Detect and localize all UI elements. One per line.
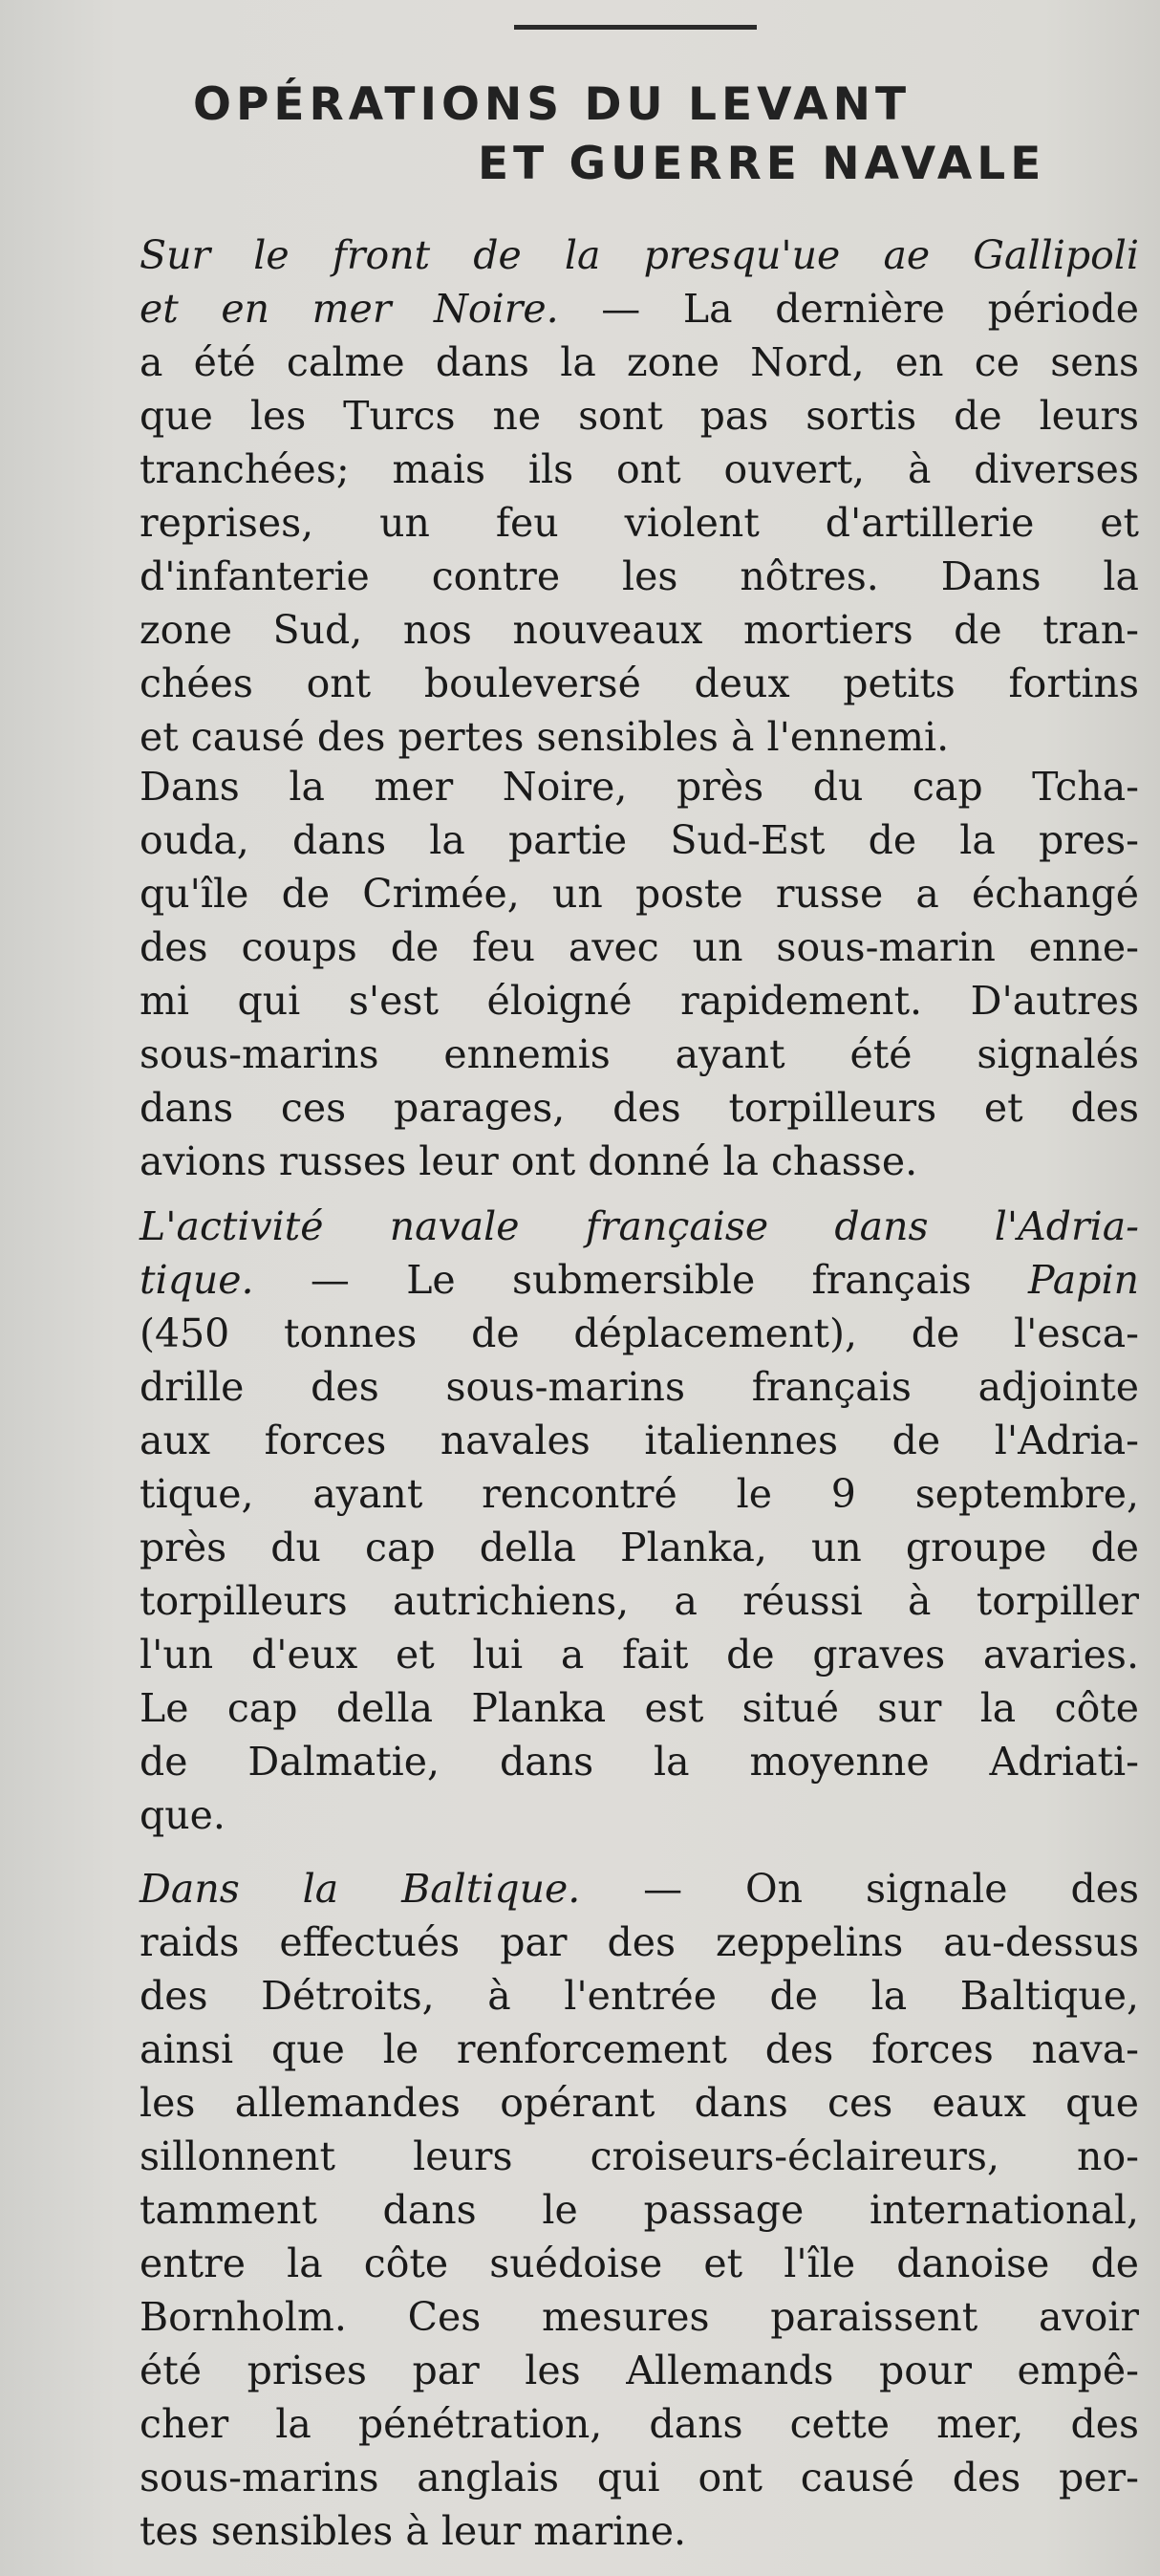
line-text: Le cap della Planka est situé sur la côte [140, 1685, 1139, 1731]
top-rule [514, 25, 757, 30]
text-line [140, 710, 1139, 764]
line-text: cher la pénétration, dans cette mer, des [140, 2401, 1139, 2447]
line-text: — On signale des [580, 1866, 1139, 1912]
text-line [140, 2397, 1139, 2451]
line-text: a été calme dans la zone Nord, en ce sens [140, 339, 1139, 385]
text-line [140, 974, 1139, 1028]
line-text: drille des sous-marins français adjointe [140, 1364, 1139, 1410]
line-text: que. [140, 1792, 226, 1838]
text-line [140, 920, 1139, 974]
text-line [140, 760, 1139, 813]
italic-name: Papin [1028, 1257, 1139, 1303]
line-text: zone Sud, nos nouveaux mortiers de tran- [140, 607, 1139, 653]
text-line [140, 2023, 1139, 2076]
text-line [140, 2183, 1139, 2237]
line-text: Dans la mer Noire, près du cap Tcha- [140, 764, 1139, 810]
heading-line-2: ET GUERRE NAVALE [478, 138, 1046, 190]
line-text: entre la côte suédoise et l'île danoise de [140, 2240, 1139, 2286]
text-line [140, 1916, 1139, 1969]
italic-lead: Dans la Baltique. [140, 1866, 581, 1912]
text-line [140, 867, 1139, 920]
line-text: mi qui s'est éloigné rapidement. D'autres [140, 978, 1139, 1024]
line-text: (450 tonnes de déplacement), de l'esca- [140, 1310, 1139, 1356]
line-text: sous-marins anglais qui ont causé des per- [140, 2455, 1139, 2500]
line-text: dans ces parages, des torpilleurs et des [140, 1085, 1139, 1131]
text-line [140, 1628, 1139, 1681]
line-text: — Le submersible français [253, 1257, 1029, 1303]
text-line [140, 228, 1139, 282]
heading-line-1: OPÉRATIONS DU LEVANT [193, 78, 912, 131]
text-line [140, 1028, 1139, 1081]
text-line [140, 1307, 1139, 1360]
text-line [140, 1135, 1139, 1188]
line-text: des Détroits, à l'entrée de la Baltique, [140, 1973, 1139, 2019]
italic-lead: Sur le front de la presqu'ue ae Gallipoli [140, 232, 1139, 278]
line-text: reprises, un feu violent d'artillerie et [140, 500, 1139, 546]
text-line [140, 1200, 1139, 1253]
text-line [140, 1969, 1139, 2023]
text-line [140, 1735, 1139, 1788]
italic-lead: et en mer Noire. [140, 286, 559, 332]
paragraph-mer-noire [140, 760, 1139, 1188]
text-line [140, 1681, 1139, 1735]
text-line [140, 813, 1139, 867]
text-line [140, 1467, 1139, 1521]
paragraph-adriatique [140, 1200, 1139, 1842]
text-line [140, 1521, 1139, 1574]
text-line [140, 1788, 1139, 1842]
text-line [140, 1081, 1139, 1135]
text-line [140, 657, 1139, 710]
text-line [140, 2076, 1139, 2130]
line-text: d'infanterie contre les nôtres. Dans la [140, 553, 1139, 599]
text-line [140, 1414, 1139, 1467]
italic-lead: tique. [140, 1257, 254, 1303]
line-text: sillonnent leurs croiseurs-éclaireurs, no- [140, 2133, 1139, 2179]
line-text: et causé des pertes sensibles à l'ennemi. [140, 714, 950, 760]
text-line [140, 282, 1139, 336]
text-line [140, 2237, 1139, 2290]
line-text: aux forces navales italiennes de l'Adria- [140, 1418, 1139, 1463]
text-line [140, 2451, 1139, 2504]
paragraph-baltique [140, 1862, 1139, 2558]
line-text: Bornholm. Ces mesures paraissent avoir [140, 2294, 1139, 2340]
line-text: ouda, dans la partie Sud-Est de la pres- [140, 817, 1139, 863]
text-line [140, 1574, 1139, 1628]
text-line [140, 2344, 1139, 2397]
text-line [140, 443, 1139, 496]
line-text: tranchées; mais ils ont ouvert, à diverses [140, 446, 1139, 492]
text-line [140, 550, 1139, 603]
italic-lead: L'activité navale française dans l'Adria- [140, 1203, 1139, 1249]
text-line [140, 2504, 1139, 2558]
paragraph-gallipoli [140, 228, 1139, 764]
line-text: de Dalmatie, dans la moyenne Adriati- [140, 1739, 1139, 1785]
line-text: des coups de feu avec un sous-marin enne- [140, 924, 1139, 970]
text-line [140, 2130, 1139, 2183]
line-text: tamment dans le passage international, [140, 2187, 1139, 2233]
text-line [140, 603, 1139, 657]
line-text: ainsi que le renforcement des forces nava- [140, 2026, 1139, 2072]
line-text: tique, ayant rencontré le 9 septembre, [140, 1471, 1139, 1517]
text-line [140, 496, 1139, 550]
line-text: été prises par les Allemands pour empê- [140, 2348, 1139, 2393]
line-text: les allemandes opérant dans ces eaux que [140, 2080, 1139, 2126]
text-line [140, 1862, 1139, 1916]
line-text: tes sensibles à leur marine. [140, 2508, 686, 2554]
line-text: raids effectués par des zeppelins au-dessus [140, 1919, 1139, 1965]
text-line [140, 389, 1139, 443]
text-line [140, 1253, 1139, 1307]
text-line [140, 1360, 1139, 1414]
line-text: chées ont bouleversé deux petits fortins [140, 660, 1139, 706]
line-text: — La dernière période [558, 286, 1139, 332]
line-text: près du cap della Planka, un groupe de [140, 1525, 1139, 1570]
line-text: avions russes leur ont donné la chasse. [140, 1138, 918, 1184]
line-text: que les Turcs ne sont pas sortis de leurs [140, 393, 1139, 439]
line-text: qu'île de Crimée, un poste russe a échangé [140, 871, 1139, 917]
text-line [140, 2290, 1139, 2344]
line-text: torpilleurs autrichiens, a réussi à torpiller [140, 1578, 1139, 1624]
line-text: l'un d'eux et lui a fait de graves avaries. [140, 1632, 1139, 1678]
line-text: sous-marins ennemis ayant été signalés [140, 1031, 1139, 1077]
text-line [140, 336, 1139, 389]
